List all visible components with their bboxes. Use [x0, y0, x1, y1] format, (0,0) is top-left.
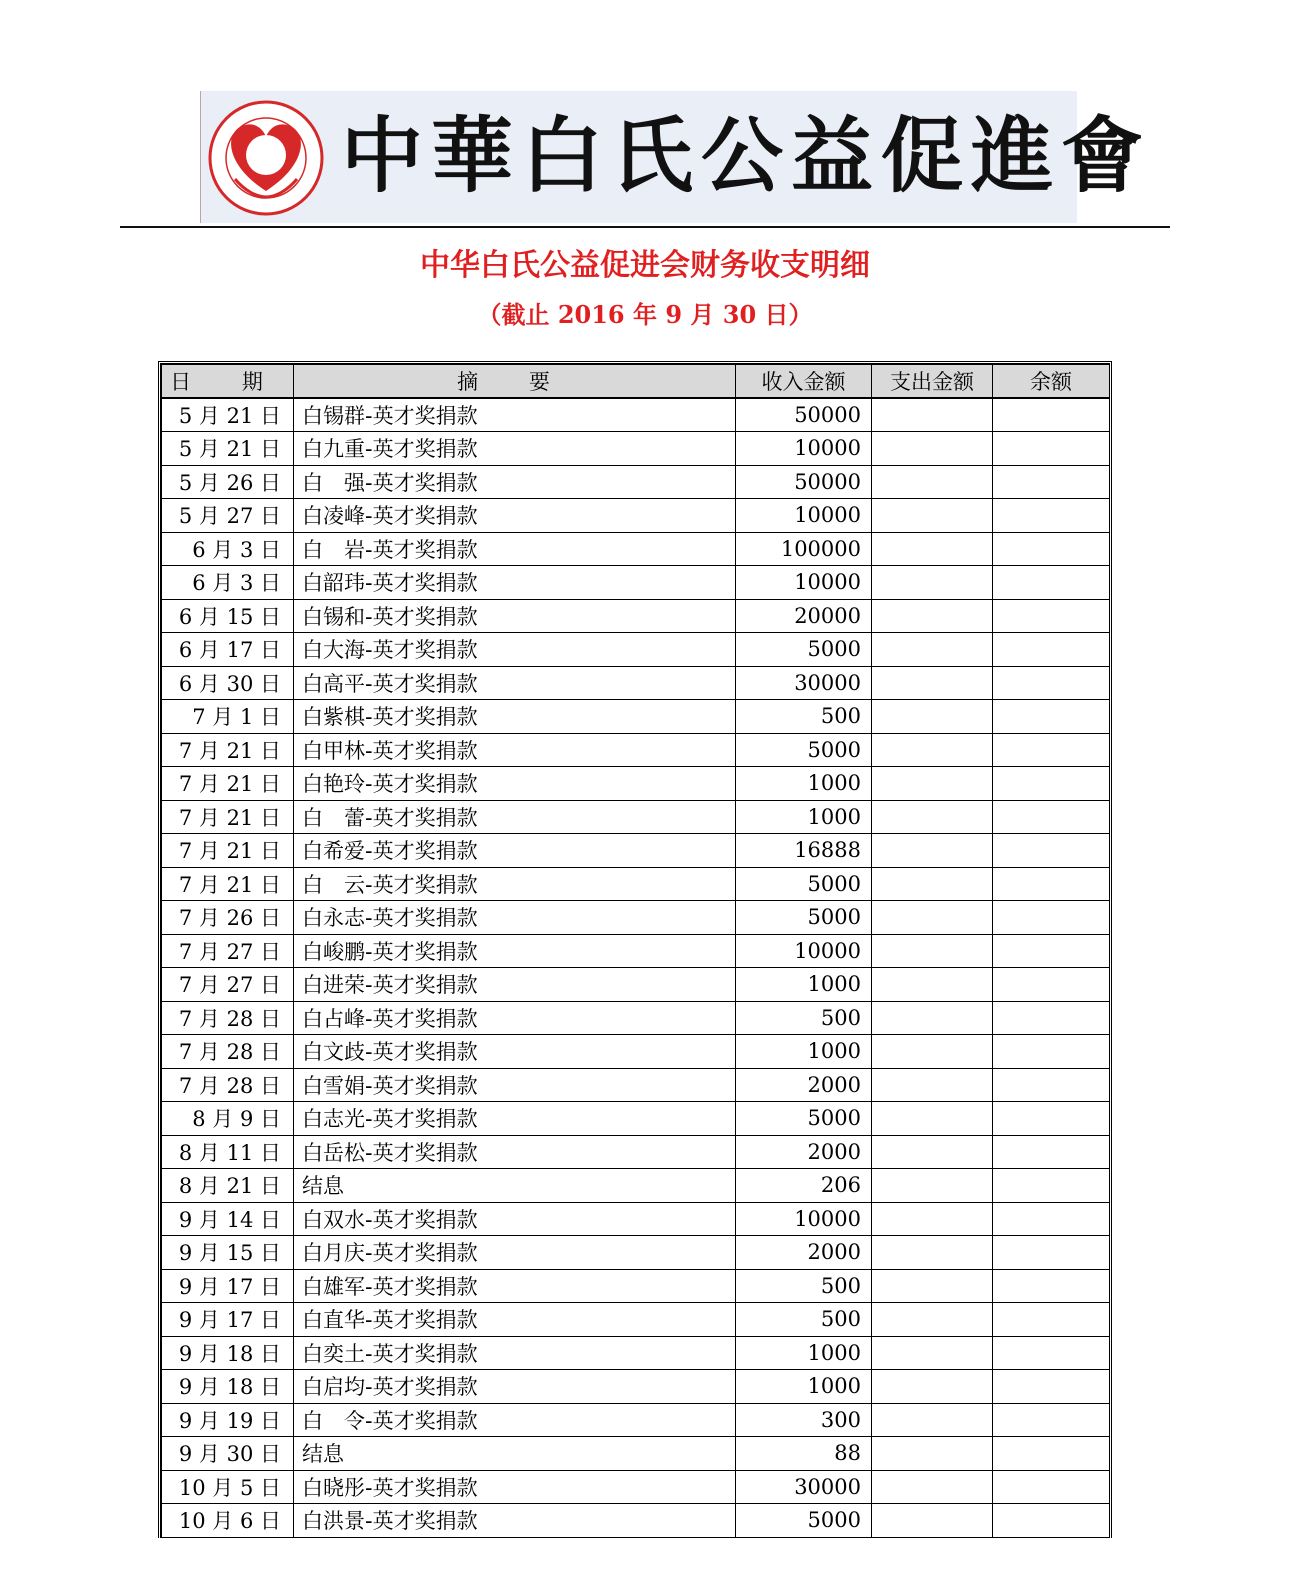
row-balance — [993, 666, 1110, 700]
row-income: 5000 — [736, 901, 872, 935]
table-row — [162, 1370, 1110, 1404]
table-row — [162, 1303, 1110, 1337]
table-row — [162, 1336, 1110, 1370]
row-date: 8 月 11 日 — [162, 1135, 294, 1169]
row-balance — [993, 599, 1110, 633]
row-expense — [872, 1370, 993, 1404]
row-expense — [872, 767, 993, 801]
row-date: 9 月 17 日 — [162, 1303, 294, 1337]
row-balance — [993, 968, 1110, 1002]
row-date: 9 月 18 日 — [162, 1336, 294, 1370]
row-summary: 白九重-英才奖捐款 — [294, 432, 736, 466]
row-balance — [993, 934, 1110, 968]
row-income: 5000 — [736, 867, 872, 901]
row-balance — [993, 700, 1110, 734]
row-summary: 结息 — [294, 1169, 736, 1203]
row-summary: 白 岩-英才奖捐款 — [294, 532, 736, 566]
table-row — [162, 465, 1110, 499]
row-expense — [872, 800, 993, 834]
row-date: 5 月 21 日 — [162, 398, 294, 432]
row-balance — [993, 1336, 1110, 1370]
row-expense — [872, 733, 993, 767]
table-row — [162, 834, 1110, 868]
row-income: 50000 — [736, 398, 872, 432]
row-balance — [993, 566, 1110, 600]
table-row — [162, 1102, 1110, 1136]
row-summary: 白雄军-英才奖捐款 — [294, 1269, 736, 1303]
header-summary: 摘 要 — [294, 365, 736, 399]
row-balance — [993, 767, 1110, 801]
row-income: 10000 — [736, 934, 872, 968]
row-date: 7 月 21 日 — [162, 800, 294, 834]
row-summary: 白凌峰-英才奖捐款 — [294, 499, 736, 533]
row-income: 5000 — [736, 1102, 872, 1136]
row-expense — [872, 834, 993, 868]
row-summary: 白韶玮-英才奖捐款 — [294, 566, 736, 600]
row-expense — [872, 968, 993, 1002]
row-income: 16888 — [736, 834, 872, 868]
row-income: 30000 — [736, 1470, 872, 1504]
table-row — [162, 733, 1110, 767]
row-summary: 白 蕾-英才奖捐款 — [294, 800, 736, 834]
header-date: 日 期 — [162, 365, 294, 399]
table-row — [162, 666, 1110, 700]
row-balance — [993, 1437, 1110, 1471]
table-row — [162, 398, 1110, 432]
row-summary: 白 令-英才奖捐款 — [294, 1403, 736, 1437]
row-balance — [993, 1169, 1110, 1203]
row-date: 7 月 27 日 — [162, 968, 294, 1002]
row-expense — [872, 633, 993, 667]
row-summary: 白高平-英才奖捐款 — [294, 666, 736, 700]
row-date: 9 月 30 日 — [162, 1437, 294, 1471]
row-expense — [872, 1437, 993, 1471]
row-balance — [993, 1035, 1110, 1069]
row-expense — [872, 1303, 993, 1337]
row-date: 9 月 17 日 — [162, 1269, 294, 1303]
row-summary: 结息 — [294, 1437, 736, 1471]
table-body — [162, 398, 1110, 1537]
table-row — [162, 934, 1110, 968]
row-summary: 白奕土-英才奖捐款 — [294, 1336, 736, 1370]
table-row — [162, 566, 1110, 600]
row-expense — [872, 432, 993, 466]
row-expense — [872, 599, 993, 633]
row-date: 7 月 28 日 — [162, 1035, 294, 1069]
row-date: 7 月 28 日 — [162, 1001, 294, 1035]
row-balance — [993, 432, 1110, 466]
row-income: 500 — [736, 1269, 872, 1303]
ledger-table-frame — [158, 361, 1112, 1538]
row-expense — [872, 1202, 993, 1236]
row-expense — [872, 1102, 993, 1136]
row-date: 9 月 19 日 — [162, 1403, 294, 1437]
table-row — [162, 1437, 1110, 1471]
row-income: 10000 — [736, 499, 872, 533]
row-income: 1000 — [736, 1336, 872, 1370]
row-balance — [993, 1403, 1110, 1437]
row-income: 500 — [736, 1303, 872, 1337]
row-summary: 白双水-英才奖捐款 — [294, 1202, 736, 1236]
table-row — [162, 1504, 1110, 1538]
row-expense — [872, 901, 993, 935]
row-date: 9 月 14 日 — [162, 1202, 294, 1236]
row-income: 2000 — [736, 1135, 872, 1169]
row-income: 500 — [736, 700, 872, 734]
row-summary: 白锡和-英才奖捐款 — [294, 599, 736, 633]
row-balance — [993, 800, 1110, 834]
row-summary: 白甲林-英才奖捐款 — [294, 733, 736, 767]
row-expense — [872, 700, 993, 734]
row-summary: 白进荣-英才奖捐款 — [294, 968, 736, 1002]
organization-name: 中華白氏公益促進會 — [341, 109, 1152, 204]
table-row — [162, 800, 1110, 834]
row-date: 9 月 15 日 — [162, 1236, 294, 1270]
row-balance — [993, 1068, 1110, 1102]
table-row — [162, 700, 1110, 734]
row-date: 5 月 27 日 — [162, 499, 294, 533]
document-subtitle: （截止 2016 年 9 月 30 日） — [477, 300, 813, 329]
row-expense — [872, 1068, 993, 1102]
row-date: 7 月 26 日 — [162, 901, 294, 935]
row-expense — [872, 1504, 993, 1538]
row-summary: 白启均-英才奖捐款 — [294, 1370, 736, 1404]
row-income: 50000 — [736, 465, 872, 499]
row-income: 5000 — [736, 633, 872, 667]
table-row — [162, 1001, 1110, 1035]
row-income: 206 — [736, 1169, 872, 1203]
row-date: 6 月 3 日 — [162, 566, 294, 600]
row-summary: 白岳松-英才奖捐款 — [294, 1135, 736, 1169]
association-logo-icon — [205, 99, 327, 217]
row-summary: 白文歧-英才奖捐款 — [294, 1035, 736, 1069]
table-row — [162, 1269, 1110, 1303]
row-balance — [993, 633, 1110, 667]
header-income: 收入金额 — [736, 365, 872, 399]
row-income: 100000 — [736, 532, 872, 566]
table-row — [162, 1403, 1110, 1437]
row-income: 1000 — [736, 1035, 872, 1069]
row-expense — [872, 398, 993, 432]
table-row — [162, 1068, 1110, 1102]
header-balance: 余额 — [993, 365, 1110, 399]
row-date: 7 月 21 日 — [162, 767, 294, 801]
row-date: 7 月 21 日 — [162, 867, 294, 901]
row-expense — [872, 499, 993, 533]
row-summary: 白晓彤-英才奖捐款 — [294, 1470, 736, 1504]
row-expense — [872, 1035, 993, 1069]
row-summary: 白艳玲-英才奖捐款 — [294, 767, 736, 801]
row-balance — [993, 1001, 1110, 1035]
row-income: 20000 — [736, 599, 872, 633]
row-date: 10 月 6 日 — [162, 1504, 294, 1538]
table-row — [162, 901, 1110, 935]
row-summary: 白 云-英才奖捐款 — [294, 867, 736, 901]
row-balance — [993, 532, 1110, 566]
row-summary: 白锡群-英才奖捐款 — [294, 398, 736, 432]
row-balance — [993, 398, 1110, 432]
document-title: 中华白氏公益促进会财务收支明细 — [420, 248, 870, 283]
row-summary: 白志光-英才奖捐款 — [294, 1102, 736, 1136]
row-summary: 白雪娟-英才奖捐款 — [294, 1068, 736, 1102]
row-expense — [872, 934, 993, 968]
row-expense — [872, 532, 993, 566]
header-expense: 支出金额 — [872, 365, 993, 399]
row-expense — [872, 666, 993, 700]
row-summary: 白月庆-英才奖捐款 — [294, 1236, 736, 1270]
row-income: 30000 — [736, 666, 872, 700]
row-date: 6 月 30 日 — [162, 666, 294, 700]
row-expense — [872, 465, 993, 499]
table-row — [162, 633, 1110, 667]
row-balance — [993, 465, 1110, 499]
table-row — [162, 867, 1110, 901]
row-summary: 白占峰-英才奖捐款 — [294, 1001, 736, 1035]
row-income: 10000 — [736, 1202, 872, 1236]
row-income: 1000 — [736, 968, 872, 1002]
table-row — [162, 1035, 1110, 1069]
table-row — [162, 1470, 1110, 1504]
row-balance — [993, 834, 1110, 868]
table-row — [162, 432, 1110, 466]
row-income: 300 — [736, 1403, 872, 1437]
row-expense — [872, 1135, 993, 1169]
row-income: 88 — [736, 1437, 872, 1471]
table-row — [162, 499, 1110, 533]
row-income: 1000 — [736, 800, 872, 834]
row-summary: 白永志-英才奖捐款 — [294, 901, 736, 935]
table-row — [162, 968, 1110, 1002]
row-expense — [872, 1403, 993, 1437]
row-income: 2000 — [736, 1236, 872, 1270]
row-expense — [872, 1336, 993, 1370]
row-summary: 白 强-英才奖捐款 — [294, 465, 736, 499]
row-date: 6 月 17 日 — [162, 633, 294, 667]
table-row — [162, 599, 1110, 633]
row-balance — [993, 1269, 1110, 1303]
row-summary: 白洪景-英才奖捐款 — [294, 1504, 736, 1538]
row-date: 7 月 28 日 — [162, 1068, 294, 1102]
row-balance — [993, 1470, 1110, 1504]
row-income: 1000 — [736, 1370, 872, 1404]
row-balance — [993, 1135, 1110, 1169]
row-expense — [872, 1470, 993, 1504]
row-expense — [872, 1236, 993, 1270]
ledger-table — [161, 364, 1110, 1538]
row-expense — [872, 1169, 993, 1203]
row-date: 7 月 1 日 — [162, 700, 294, 734]
row-date: 9 月 18 日 — [162, 1370, 294, 1404]
row-income: 500 — [736, 1001, 872, 1035]
table-row — [162, 532, 1110, 566]
row-income: 5000 — [736, 733, 872, 767]
row-balance — [993, 1102, 1110, 1136]
row-balance — [993, 1303, 1110, 1337]
row-expense — [872, 1001, 993, 1035]
row-balance — [993, 1236, 1110, 1270]
table-row — [162, 1202, 1110, 1236]
row-summary: 白峻鹏-英才奖捐款 — [294, 934, 736, 968]
row-summary: 白希爱-英才奖捐款 — [294, 834, 736, 868]
row-balance — [993, 867, 1110, 901]
row-date: 6 月 3 日 — [162, 532, 294, 566]
row-balance — [993, 901, 1110, 935]
row-income: 10000 — [736, 566, 872, 600]
row-income: 1000 — [736, 767, 872, 801]
row-date: 7 月 21 日 — [162, 834, 294, 868]
row-date: 7 月 21 日 — [162, 733, 294, 767]
table-row — [162, 1169, 1110, 1203]
row-date: 8 月 9 日 — [162, 1102, 294, 1136]
row-date: 6 月 15 日 — [162, 599, 294, 633]
row-balance — [993, 1504, 1110, 1538]
row-date: 5 月 21 日 — [162, 432, 294, 466]
row-income: 10000 — [736, 432, 872, 466]
row-expense — [872, 867, 993, 901]
row-expense — [872, 1269, 993, 1303]
row-summary: 白大海-英才奖捐款 — [294, 633, 736, 667]
table-row — [162, 1236, 1110, 1270]
row-expense — [872, 566, 993, 600]
header-divider — [120, 226, 1170, 228]
row-balance — [993, 1370, 1110, 1404]
row-balance — [993, 733, 1110, 767]
header-banner — [200, 91, 1152, 223]
row-summary: 白紫棋-英才奖捐款 — [294, 700, 736, 734]
table-row — [162, 1135, 1110, 1169]
row-date: 7 月 27 日 — [162, 934, 294, 968]
row-date: 8 月 21 日 — [162, 1169, 294, 1203]
row-income: 2000 — [736, 1068, 872, 1102]
row-income: 5000 — [736, 1504, 872, 1538]
row-balance — [993, 1202, 1110, 1236]
table-header-row — [162, 365, 1110, 399]
table-row — [162, 767, 1110, 801]
row-summary: 白直华-英才奖捐款 — [294, 1303, 736, 1337]
row-date: 10 月 5 日 — [162, 1470, 294, 1504]
row-date: 5 月 26 日 — [162, 465, 294, 499]
row-balance — [993, 499, 1110, 533]
